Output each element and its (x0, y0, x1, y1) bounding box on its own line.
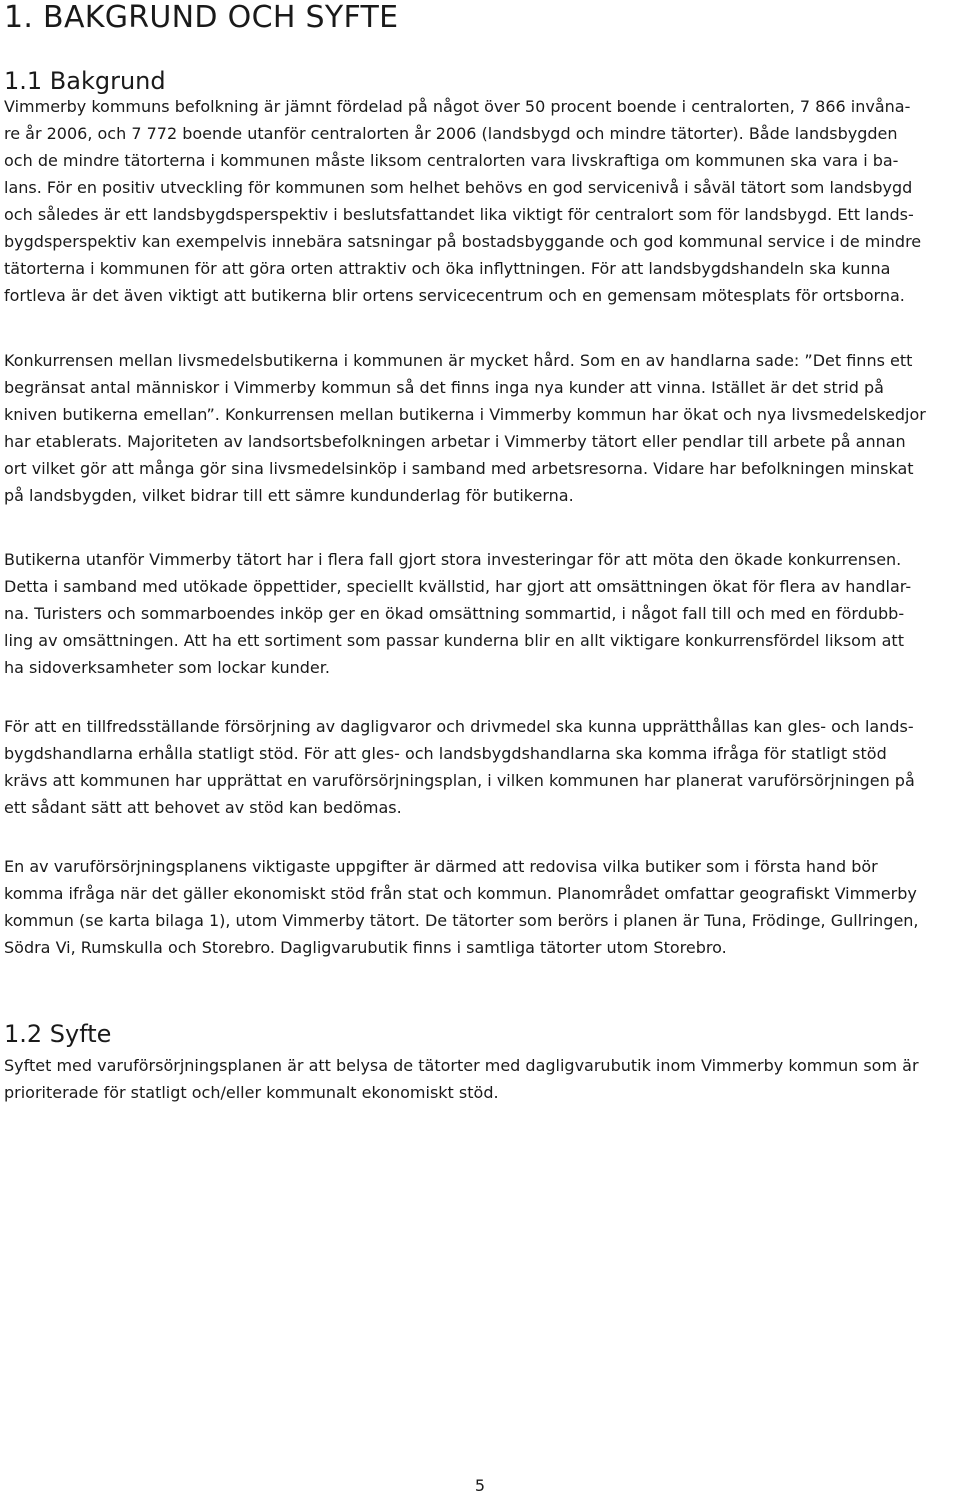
section-heading-syfte: 1.2 Syfte (4, 1020, 112, 1048)
paragraph-bakgrund-4: För att en tillfredsställande försörjning av dagligvaror och drivmedel ska kunna upprätthållas kan gles- och lands- bygdshandlarna erhålla statligt stöd. För att gles- och landsbygdshandlarna ska komma ifråga för statligt stöd krävs att kommunen har upprättat en varuförsörjningsplan, i vilken kommunen har planerat varuförsörjningen på ett sådant sätt att behovet av stöd kan bedömas. (4, 717, 915, 817)
main-heading: 1. BAKGRUND OCH SYFTE (4, 0, 399, 35)
paragraph-bakgrund-1: Vimmerby kommuns befolkning är jämnt fördelad på något över 50 procent boende i centralorten, 7 866 invåna- re år 2006, och 7 772 boende utanför centralorten år 2006 (landsbygd och mindre tätorter). Både landsbygden och de mindre tätorterna i kommunen måste liksom centralorten vara livskraftiga om kommunen ska vara i ba- lans. För en positiv utveckling för kommunen som helhet behövs en god servicenivå i såväl tätort som landsbygd och således är ett landsbygdsperspektiv i beslutsfattandet lika viktigt för centralort som för landsbygd. Ett lands- bygdsperspektiv kan exempelvis innebära satsningar på bostadsbyggande och god kommunal service i de mindre tätorterna i kommunen för att göra orten attraktiv och öka inflyttningen. För att landsbygdshandeln ska kunna fortleva är det även viktigt att butikerna blir ortens servicecentrum och en gemensam mötesplats för ortsborna. (4, 97, 922, 305)
page-number: 5 (474, 1476, 486, 1495)
paragraph-bakgrund-3: Butikerna utanför Vimmerby tätort har i flera fall gjort stora investeringar för att möta den ökade konkurrensen. Detta i samband med utökade öppettider, speciellt kvällstid, har gjort att omsättningen ökat för flera av handlar- na. Turisters och sommarboendes inköp ger en ökad omsättning sommartid, i något fall till och med en fördubb- ling av omsättningen. Att ha ett sortiment som passar kunderna blir en allt viktigare konkurrensfördel liksom att ha sidoverksamheter som lockar kunder. (4, 550, 912, 677)
paragraph-syfte-1: Syftet med varuförsörjningsplanen är att belysa de tätorter med dagligvarubutik inom Vimmerby kommun som är prioriterade för statligt och/eller kommunalt ekonomiskt stöd. (4, 1056, 919, 1102)
section-heading-bakgrund: 1.1 Bakgrund (4, 67, 166, 95)
paragraph-bakgrund-2: Konkurrensen mellan livsmedelsbutikerna i kommunen är mycket hård. Som en av handlarna sade: ”Det finns ett begränsat antal människor i Vimmerby kommun så det finns inga nya kunder att vinna. Istället är det strid på kniven butikerna emellan”. Konkurrensen mellan butikerna i Vimmerby kommun har ökat och nya livsmedelskedjor har etablerats. Majoriteten av landsortsbefolkningen arbetar i Vimmerby tätort eller pendlar till arbete på annan ort vilket gör att många gör sina livsmedelsinköp i samband med arbetsresorna. Vidare har befolkningen minskat på landsbygden, vilket bidrar till ett sämre kundunderlag för butikerna. (4, 351, 926, 505)
paragraph-bakgrund-5: En av varuförsörjningsplanens viktigaste uppgifter är därmed att redovisa vilka butiker som i första hand bör komma ifråga när det gäller ekonomiskt stöd från stat och kommun. Planområdet omfattar geografiskt Vimmerby kommun (se karta bilaga 1), utom Vimmerby tätort. De tätorter som berörs i planen är Tuna, Frödinge, Gullringen, Södra Vi, Rumskulla och Storebro. Dagligvarubutik finns i samtliga tätorter utom Storebro. (4, 857, 919, 957)
